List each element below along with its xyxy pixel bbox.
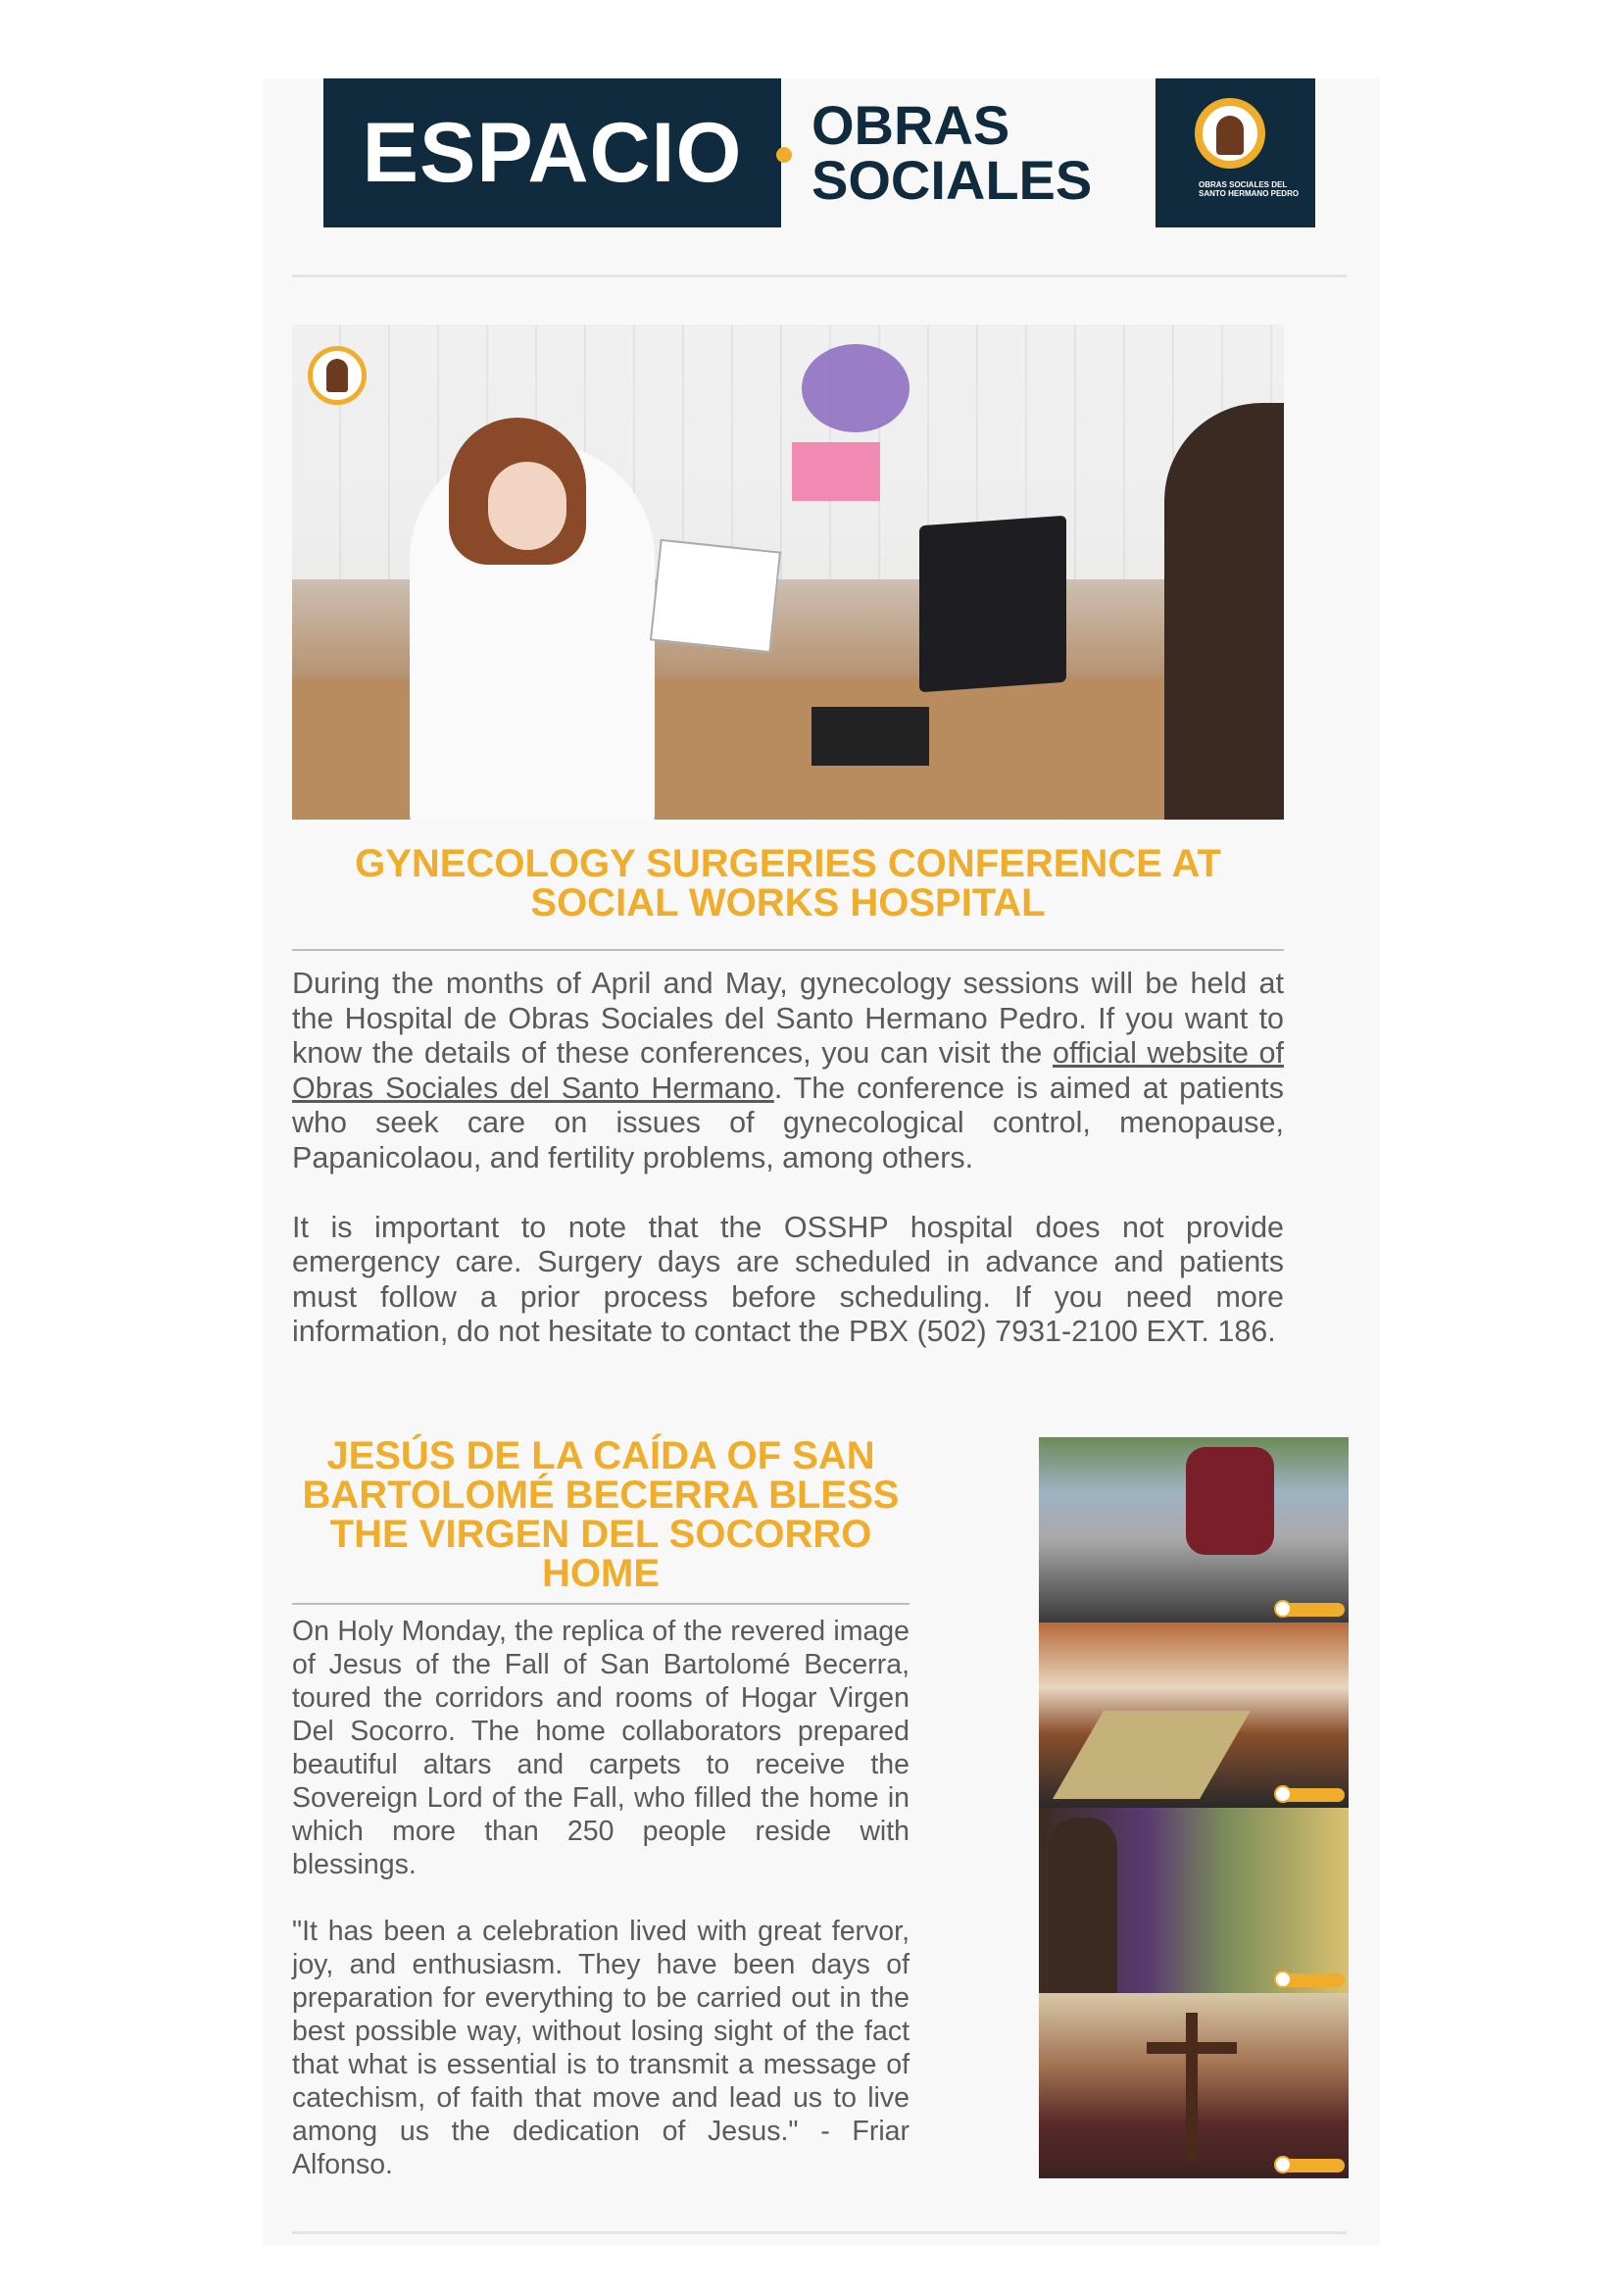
article2-paragraph-2: "It has been a celebration lived with great fervor, joy, and enthusiasm. They have been days of preparation for everything to be carried out in the best possible way, without losing sight of the fact that what is essential is to transmit a message of catechism, of faith that move and lead us to live among us the dedication of Jesus." - Friar Alfonso. [292,1916,910,2180]
brand-obras-text: OBRAS [812,94,1010,156]
article2-title: JESÚS DE LA CAÍDA OF SAN BARTOLOMÉ BECERRA BLESS THE VIRGEN DEL SOCORRO HOME [302,1434,900,1595]
article1-body [292,967,1284,1384]
article2-body [292,1615,910,2215]
article1-divider [292,949,1284,951]
brand-espacio-text: ESPACIO [362,105,743,200]
article2-divider [292,1603,910,1605]
logo-caption: OBRAS SOCIALES DEL SANTO HERMANO PEDRO [1199,180,1300,198]
footer-divider [292,2231,1347,2234]
article1-paragraph-2: It is important to note that the OSSHP hospital does not provide emergency care. Surgery days are scheduled in advance and patients must follow a prior process before scheduling. If you need more information, do not hesitate to contact the PBX (502) 7931-2100 EXT. 186. [292,1210,1284,1348]
brand-obras-sociales [812,94,1135,211]
article1-title: GYNECOLOGY SURGERIES CONFERENCE AT SOCIAL WORKS HOSPITAL [355,842,1221,924]
collage-photo-procession-outdoor [1039,1437,1349,1622]
article1-p1-text: During the months of April and May, gynecology sessions will be held at the Hospital de Obras Sociales del Santo Hermano Pedro. If you want to know the details of these conferences, you can visit the [292,967,1284,1070]
collage-photo-cross-corridor [1039,1993,1349,2178]
header-divider [292,275,1347,277]
brand-sociales-text: SOCIALES [812,149,1093,211]
article1-paragraph-1 [292,967,1284,1175]
official-website-link[interactable]: official website of Obras Sociales del Santo Hermano [292,1036,1284,1105]
newsletter-header [323,78,1315,227]
collage-photo-friar-procession [1039,1808,1349,1993]
newsletter-page [263,78,1380,2245]
article1-p1-text-end: . The conference is aimed at patients who seek care on issues of gynecological control, menopause, Papanicolaou, and fertility problems, among others. [292,1071,1284,1174]
article2-paragraph-1: On Holy Monday, the replica of the revered image of Jesus of the Fall of San Bartolomé Becerra, toured the corridors and rooms of Hogar Virgen Del Socorro. The home collaborators prepared beautiful altars and carpets to receive the Sovereign Lord of the Fall, who filled the home in which more than 250 people reside with blessings. [292,1616,910,1880]
collage-photo-carpet-hall [1039,1622,1349,1808]
hero-photo-gynecology-consultation [292,324,1284,820]
saint-portrait-icon [1195,98,1265,169]
brand-dot-icon [776,147,792,163]
brand-espacio [323,78,781,227]
organization-logo [1156,78,1315,227]
photo-watermark-logo-icon [308,346,367,405]
procession-photo-collage [1039,1437,1349,2180]
